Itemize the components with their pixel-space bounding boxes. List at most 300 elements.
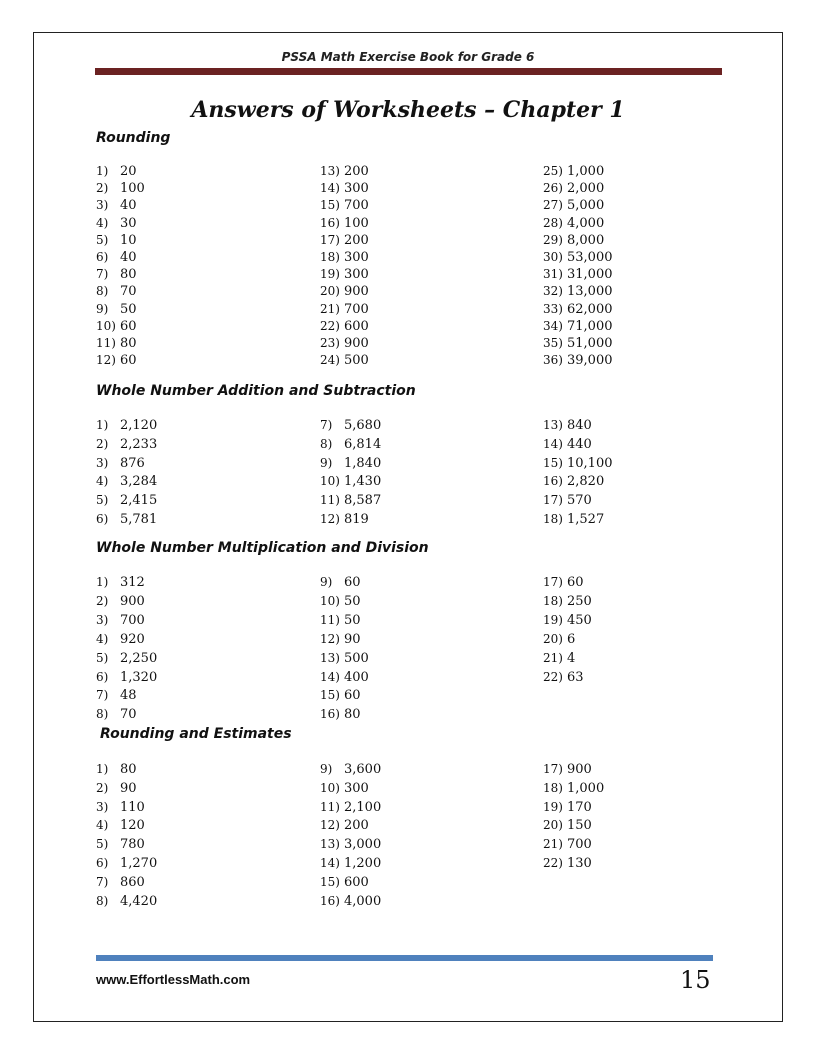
answer-value: 10,100	[567, 455, 613, 471]
answer-number: 12)	[320, 818, 340, 833]
answer-item	[320, 613, 361, 628]
answer-number: 27)	[543, 198, 563, 213]
answer-number: 18)	[543, 593, 563, 608]
answer-number: 12)	[96, 353, 116, 368]
answer-value: 53,000	[567, 250, 613, 265]
answer-item	[543, 336, 613, 351]
answer-value: 860	[120, 874, 145, 890]
answer-item	[96, 707, 137, 722]
answer-value: 8,000	[567, 232, 605, 248]
answer-value: 90	[120, 780, 137, 796]
answer-item	[543, 456, 613, 471]
answer-item	[320, 594, 361, 609]
answer-value: 900	[344, 336, 369, 351]
answer-value: 2,100	[344, 799, 382, 815]
answer-number: 16)	[320, 707, 340, 722]
answer-value: 39,000	[567, 353, 613, 369]
answer-number: 31)	[543, 267, 563, 282]
answer-number: 10)	[320, 474, 340, 489]
answer-value: 300	[344, 780, 369, 796]
answer-item	[543, 670, 584, 685]
answer-value: 80	[120, 267, 137, 283]
section-title: Rounding	[96, 130, 171, 146]
answer-item	[96, 837, 145, 852]
answer-value: 2,120	[120, 418, 158, 433]
answer-value: 10	[120, 232, 137, 248]
answer-item	[543, 198, 604, 213]
answer-item	[320, 216, 369, 231]
answer-number: 14)	[320, 669, 340, 684]
answer-number: 17)	[320, 232, 340, 247]
answer-number: 28)	[543, 215, 563, 230]
answer-value: 700	[567, 837, 592, 853]
answer-number: 7)	[320, 418, 333, 432]
answer-value: 500	[344, 353, 369, 369]
answer-item	[96, 762, 137, 777]
answer-number: 5)	[96, 232, 109, 247]
answer-number: 29)	[543, 232, 563, 247]
answer-item	[320, 267, 369, 282]
answer-number: 12)	[320, 512, 340, 526]
answer-item	[96, 336, 137, 351]
answer-number: 15)	[320, 874, 340, 889]
answer-number: 8)	[320, 436, 333, 451]
answer-item	[96, 418, 157, 433]
answer-number: 5)	[96, 837, 109, 852]
answer-value: 6	[567, 631, 576, 647]
answer-number: 20)	[320, 284, 340, 299]
answer-number: 11)	[320, 612, 340, 627]
answer-item	[543, 613, 592, 628]
answer-value: 50	[120, 301, 137, 317]
answer-item	[543, 837, 592, 852]
answer-item	[96, 474, 157, 489]
answer-value: 130	[567, 856, 592, 871]
answer-value: 700	[344, 198, 369, 214]
answer-item	[320, 512, 369, 527]
answer-item	[96, 456, 145, 471]
answer-number: 1)	[96, 418, 109, 432]
answer-item	[96, 818, 145, 833]
answer-number: 2)	[96, 436, 109, 451]
answer-number: 6)	[96, 856, 109, 870]
section-title: Rounding and Estimates	[100, 726, 292, 742]
answer-value: 1,430	[344, 474, 382, 490]
answer-value: 200	[344, 232, 369, 248]
answer-value: 200	[344, 164, 369, 179]
answer-value: 819	[344, 512, 369, 527]
answer-item	[320, 198, 369, 213]
answer-number: 11)	[96, 336, 116, 350]
answer-item	[96, 575, 145, 590]
answer-number: 5)	[96, 493, 109, 508]
answer-number: 6)	[96, 250, 109, 264]
answer-number: 20)	[543, 631, 563, 646]
answer-number: 15)	[320, 198, 340, 213]
answer-number: 5)	[96, 650, 109, 665]
answer-item	[320, 456, 381, 471]
answer-number: 9)	[96, 301, 109, 316]
answer-value: 3,284	[120, 474, 158, 490]
answer-item	[543, 781, 604, 796]
answer-value: 900	[120, 593, 145, 609]
answer-value: 13,000	[567, 284, 613, 300]
answer-number: 22)	[543, 669, 563, 684]
answer-number: 18)	[543, 780, 563, 795]
answer-item	[543, 164, 604, 179]
answer-value: 48	[120, 688, 137, 704]
answer-value: 70	[120, 284, 137, 300]
answer-value: 90	[344, 631, 361, 647]
answer-value: 920	[120, 631, 145, 647]
answer-value: 840	[567, 418, 592, 433]
answer-value: 60	[120, 353, 137, 369]
answer-item	[543, 319, 613, 334]
answer-item	[96, 198, 137, 213]
answer-item	[543, 856, 592, 871]
answer-item	[320, 319, 369, 334]
answer-value: 250	[567, 593, 592, 609]
answer-value: 876	[120, 455, 145, 471]
answer-value: 600	[344, 318, 369, 334]
answer-number: 10)	[96, 318, 116, 333]
answer-value: 700	[120, 612, 145, 628]
answer-number: 34)	[543, 318, 563, 333]
answer-number: 36)	[543, 353, 563, 368]
answer-value: 3,000	[344, 837, 382, 853]
answer-value: 80	[120, 762, 137, 777]
answer-item	[96, 353, 137, 368]
answer-value: 80	[120, 336, 137, 351]
answer-number: 2)	[96, 181, 109, 196]
answer-value: 312	[120, 575, 145, 590]
answer-value: 2,415	[120, 493, 158, 509]
answer-number: 17)	[543, 762, 563, 776]
answer-item	[543, 181, 604, 196]
footer-rule	[96, 955, 713, 961]
page-border	[33, 32, 783, 1022]
answer-value: 50	[344, 612, 361, 628]
answer-item	[320, 302, 369, 317]
answer-item	[320, 250, 369, 265]
answer-item	[96, 688, 137, 703]
answer-number: 14)	[543, 436, 563, 451]
answer-value: 4,000	[567, 215, 605, 231]
answer-number: 6)	[96, 669, 109, 684]
answer-number: 23)	[320, 336, 340, 350]
answer-item	[543, 437, 592, 452]
answer-item	[96, 319, 137, 334]
answer-value: 450	[567, 612, 592, 628]
answer-number: 19)	[543, 799, 563, 814]
answer-number: 9)	[320, 762, 333, 776]
answer-number: 35)	[543, 336, 563, 350]
answer-item	[96, 437, 157, 452]
answer-value: 1,000	[567, 164, 605, 179]
answer-value: 440	[567, 436, 592, 452]
answer-number: 18)	[543, 512, 563, 526]
answer-number: 7)	[96, 874, 109, 889]
answer-item	[543, 418, 592, 433]
answer-value: 4,420	[120, 893, 158, 909]
section-title: Whole Number Multiplication and Division	[96, 540, 429, 556]
answer-item	[543, 250, 613, 265]
answer-value: 5,000	[567, 198, 605, 214]
answer-item	[543, 302, 613, 317]
answer-item	[96, 894, 157, 909]
answer-value: 1,200	[344, 856, 382, 871]
answer-item	[320, 418, 381, 433]
answer-item	[96, 181, 145, 196]
answer-value: 4	[567, 650, 576, 666]
answer-number: 17)	[543, 575, 563, 589]
answer-value: 62,000	[567, 301, 613, 317]
answer-value: 300	[344, 250, 369, 265]
answer-value: 4,000	[344, 893, 382, 909]
answer-value: 31,000	[567, 267, 613, 283]
answer-item	[96, 800, 145, 815]
answer-value: 2,250	[120, 650, 158, 666]
answer-value: 300	[344, 181, 369, 197]
answer-value: 8,587	[344, 493, 382, 509]
answer-number: 8)	[96, 893, 109, 908]
answer-item	[320, 894, 381, 909]
answer-number: 18)	[320, 250, 340, 264]
answer-value: 100	[120, 181, 145, 197]
answer-value: 100	[344, 215, 369, 231]
answer-value: 50	[344, 593, 361, 609]
answer-item	[543, 818, 592, 833]
answer-item	[320, 762, 381, 777]
answer-item	[543, 575, 584, 590]
answer-number: 21)	[543, 837, 563, 852]
answer-item	[96, 216, 137, 231]
answer-value: 120	[120, 818, 145, 834]
answer-item	[320, 181, 369, 196]
answer-item	[320, 353, 369, 368]
answer-value: 1,000	[567, 780, 605, 796]
answer-item	[543, 216, 604, 231]
answer-number: 22)	[543, 856, 563, 870]
answer-item	[320, 632, 361, 647]
answer-number: 16)	[320, 893, 340, 908]
answer-value: 900	[344, 284, 369, 300]
answer-value: 40	[120, 250, 137, 265]
answer-item	[320, 474, 381, 489]
answer-item	[320, 707, 361, 722]
answer-number: 25)	[543, 164, 563, 178]
page-title: Answers of Worksheets – Chapter 1	[191, 97, 625, 123]
answer-item	[96, 267, 137, 282]
answer-item	[320, 781, 369, 796]
answer-item	[96, 512, 157, 527]
answer-value: 2,233	[120, 436, 158, 452]
answer-item	[543, 762, 592, 777]
page-number: 15	[680, 966, 711, 994]
answer-number: 21)	[320, 301, 340, 316]
answer-value: 780	[120, 837, 145, 853]
footer-website: www.EffortlessMath.com	[96, 972, 251, 987]
answer-number: 3)	[96, 799, 109, 814]
answer-value: 600	[344, 874, 369, 890]
answer-item	[320, 688, 361, 703]
answer-number: 30)	[543, 250, 563, 264]
answer-number: 19)	[320, 267, 340, 282]
answer-value: 60	[344, 575, 361, 590]
answer-item	[543, 800, 592, 815]
answer-number: 13)	[543, 418, 563, 432]
answer-item	[96, 613, 145, 628]
answer-number: 4)	[96, 215, 109, 230]
answer-number: 14)	[320, 181, 340, 196]
answer-value: 70	[120, 707, 137, 723]
answer-value: 60	[344, 688, 361, 704]
answer-item	[543, 493, 592, 508]
answer-item	[96, 632, 145, 647]
answer-item	[543, 284, 613, 299]
answer-number: 9)	[320, 455, 333, 470]
answer-number: 1)	[96, 164, 109, 178]
answer-number: 14)	[320, 856, 340, 870]
answer-item	[320, 651, 369, 666]
answer-item	[320, 818, 369, 833]
answer-item	[320, 875, 369, 890]
answer-value: 1,320	[120, 669, 158, 685]
answer-number: 21)	[543, 650, 563, 665]
answer-item	[96, 875, 145, 890]
answer-number: 7)	[96, 688, 109, 703]
answer-number: 8)	[96, 707, 109, 722]
answer-value: 60	[120, 318, 137, 334]
answer-number: 16)	[543, 474, 563, 489]
answer-value: 51,000	[567, 336, 613, 351]
answer-number: 17)	[543, 493, 563, 508]
answer-number: 4)	[96, 818, 109, 833]
answer-item	[96, 284, 137, 299]
answer-item	[543, 594, 592, 609]
answer-item	[320, 800, 381, 815]
answer-number: 24)	[320, 353, 340, 368]
answer-value: 30	[120, 215, 137, 231]
answer-item	[320, 670, 369, 685]
answer-value: 110	[120, 799, 145, 815]
answer-value: 300	[344, 267, 369, 283]
answer-number: 33)	[543, 301, 563, 316]
answer-number: 13)	[320, 837, 340, 852]
answer-value: 5,781	[120, 512, 158, 527]
answer-value: 3,600	[344, 762, 382, 777]
answer-item	[96, 594, 145, 609]
answer-number: 20)	[543, 818, 563, 833]
answer-number: 16)	[320, 215, 340, 230]
answer-number: 32)	[543, 284, 563, 299]
answer-value: 570	[567, 493, 592, 509]
answer-value: 2,820	[567, 474, 605, 490]
answer-number: 12)	[320, 631, 340, 646]
answer-number: 1)	[96, 575, 109, 589]
answer-number: 7)	[96, 267, 109, 282]
answer-item	[320, 336, 369, 351]
answer-value: 400	[344, 669, 369, 685]
answer-item	[96, 233, 137, 248]
answer-item	[320, 284, 369, 299]
answer-item	[320, 493, 381, 508]
answer-item	[320, 164, 369, 179]
answer-number: 1)	[96, 762, 109, 776]
answer-number: 15)	[320, 688, 340, 703]
answer-number: 3)	[96, 198, 109, 213]
answer-value: 2,000	[567, 181, 605, 197]
answer-value: 1,840	[344, 455, 382, 471]
answer-number: 4)	[96, 474, 109, 489]
answer-item	[320, 437, 381, 452]
answer-value: 200	[344, 818, 369, 834]
answer-value: 170	[567, 799, 592, 815]
answer-item	[96, 856, 157, 871]
answer-value: 700	[344, 301, 369, 317]
answer-number: 19)	[543, 612, 563, 627]
answer-item	[320, 856, 381, 871]
answer-number: 9)	[320, 575, 333, 589]
answer-item	[96, 164, 137, 179]
answer-item	[96, 493, 157, 508]
answer-value: 6,814	[344, 436, 382, 452]
answer-value: 900	[567, 762, 592, 777]
answer-item	[543, 267, 613, 282]
answer-value: 80	[344, 707, 361, 723]
answer-value: 1,270	[120, 856, 158, 871]
answer-item	[543, 353, 613, 368]
book-title: PSSA Math Exercise Book for Grade 6	[281, 50, 535, 64]
answer-number: 13)	[320, 164, 340, 178]
answer-number: 11)	[320, 799, 340, 814]
answer-item	[320, 837, 381, 852]
section-title: Whole Number Addition and Subtraction	[96, 383, 416, 399]
answer-number: 3)	[96, 612, 109, 627]
answer-number: 15)	[543, 455, 563, 470]
answer-value: 20	[120, 164, 137, 179]
answer-value: 1,527	[567, 512, 605, 527]
answer-number: 8)	[96, 284, 109, 299]
answer-number: 11)	[320, 493, 340, 508]
answer-number: 13)	[320, 650, 340, 665]
answer-value: 500	[344, 650, 369, 666]
answer-number: 26)	[543, 181, 563, 196]
answer-number: 4)	[96, 631, 109, 646]
answer-value: 60	[567, 575, 584, 590]
answer-item	[320, 233, 369, 248]
answer-item	[320, 575, 361, 590]
answer-value: 5,680	[344, 418, 382, 433]
answer-item	[96, 302, 137, 317]
answer-item	[543, 512, 604, 527]
answer-item	[543, 651, 575, 666]
answer-number: 3)	[96, 455, 109, 470]
answer-number: 2)	[96, 780, 109, 795]
answer-value: 63	[567, 669, 584, 685]
answer-item	[96, 651, 157, 666]
answer-value: 150	[567, 818, 592, 834]
answer-number: 10)	[320, 593, 340, 608]
header-rule	[95, 68, 722, 75]
answer-value: 71,000	[567, 318, 613, 334]
answer-item	[543, 474, 604, 489]
answer-item	[96, 781, 137, 796]
answer-item	[96, 670, 157, 685]
answer-item	[96, 250, 137, 265]
answer-item	[543, 233, 604, 248]
answer-number: 2)	[96, 593, 109, 608]
